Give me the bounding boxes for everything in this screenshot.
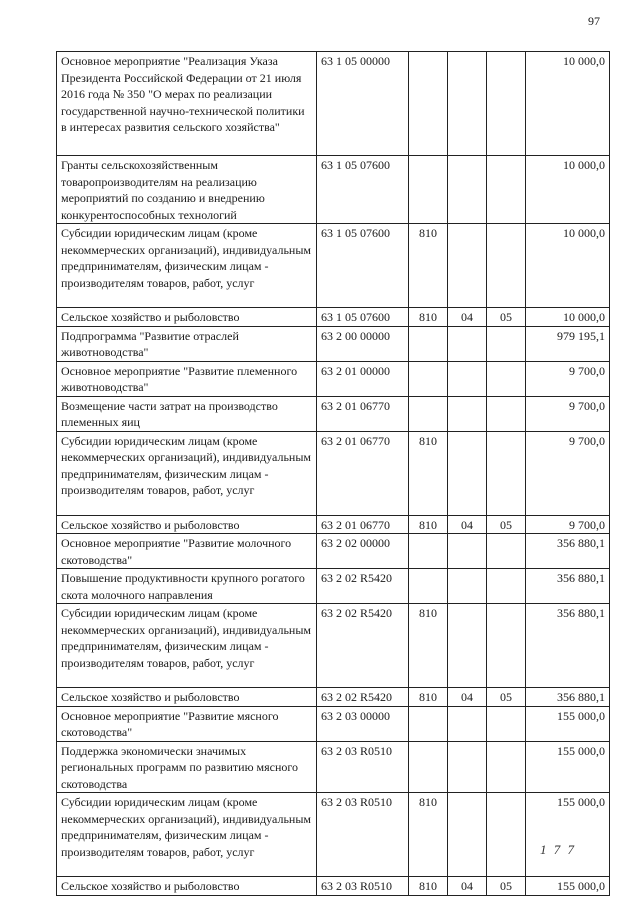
row-name-cell: Основное мероприятие "Реализация Указа Президента Российской Федерации от 21 июля 2016 года № 350 "О мерах по реализации государственной научно-технической политики в интересах развития сельского хозяйства" [57, 52, 317, 156]
row-expense-type-cell [409, 396, 448, 431]
handwritten-mark: 1 7 7 [540, 842, 576, 857]
row-code-cell: 63 2 02 R5420 [317, 604, 409, 688]
row-amount-cell: 155 000,0 [526, 877, 610, 896]
row-expense-type-cell [409, 706, 448, 741]
page-number: 97 [588, 14, 600, 28]
row-expense-type-cell: 810 [409, 224, 448, 308]
table-row [57, 431, 610, 515]
table-row [57, 534, 610, 569]
row-expense-type-cell [409, 156, 448, 224]
row-subsection-cell [487, 431, 526, 515]
row-amount-cell: 10 000,0 [526, 308, 610, 327]
table-row [57, 308, 610, 327]
row-expense-type-cell [409, 534, 448, 569]
row-amount-cell: 9 700,0 [526, 515, 610, 534]
row-name-cell: Возмещение части затрат на производство племенных яиц [57, 396, 317, 431]
row-subsection-cell [487, 396, 526, 431]
row-name-cell: Субсидии юридическим лицам (кроме некоммерческих организаций), индивидуальным предпринимателям, физическим лицам - производителям товаров, работ, услуг [57, 431, 317, 515]
row-name-cell: Субсидии юридическим лицам (кроме некоммерческих организаций), индивидуальным предпринимателям, физическим лицам - производителям товаров, работ, услуг [57, 604, 317, 688]
row-subsection-cell [487, 361, 526, 396]
table-row [57, 793, 610, 877]
row-subsection-cell: 05 [487, 877, 526, 896]
row-expense-type-cell [409, 326, 448, 361]
row-name-cell: Основное мероприятие "Развитие мясного скотоводства" [57, 706, 317, 741]
row-expense-type-cell: 810 [409, 793, 448, 877]
row-amount-cell: 9 700,0 [526, 396, 610, 431]
row-code-cell: 63 2 00 00000 [317, 326, 409, 361]
row-expense-type-cell [409, 52, 448, 156]
row-subsection-cell [487, 534, 526, 569]
row-amount-cell: 356 880,1 [526, 534, 610, 569]
row-amount-cell: 155 000,0 [526, 793, 610, 877]
table-row [57, 156, 610, 224]
row-expense-type-cell [409, 741, 448, 793]
table-row [57, 706, 610, 741]
row-section-cell [448, 604, 487, 688]
row-section-cell [448, 396, 487, 431]
row-amount-cell: 155 000,0 [526, 706, 610, 741]
row-subsection-cell: 05 [487, 688, 526, 707]
row-name-cell: Основное мероприятие "Развитие молочного скотоводства" [57, 534, 317, 569]
row-name-cell: Повышение продуктивности крупного рогатого скота молочного направления [57, 569, 317, 604]
row-section-cell [448, 534, 487, 569]
row-code-cell: 63 1 05 07600 [317, 308, 409, 327]
table-row [57, 604, 610, 688]
table-row [57, 396, 610, 431]
row-code-cell: 63 2 02 00000 [317, 534, 409, 569]
table-row [57, 741, 610, 793]
row-amount-cell: 356 880,1 [526, 569, 610, 604]
row-expense-type-cell: 810 [409, 308, 448, 327]
row-amount-cell: 10 000,0 [526, 52, 610, 156]
row-expense-type-cell [409, 361, 448, 396]
row-subsection-cell [487, 224, 526, 308]
table-row [57, 877, 610, 896]
row-section-cell: 04 [448, 515, 487, 534]
row-code-cell: 63 2 02 R5420 [317, 569, 409, 604]
row-section-cell [448, 793, 487, 877]
row-amount-cell: 10 000,0 [526, 156, 610, 224]
row-name-cell: Сельское хозяйство и рыболовство [57, 877, 317, 896]
row-code-cell: 63 2 01 06770 [317, 515, 409, 534]
row-code-cell: 63 1 05 07600 [317, 156, 409, 224]
row-code-cell: 63 2 01 06770 [317, 431, 409, 515]
row-name-cell: Сельское хозяйство и рыболовство [57, 515, 317, 534]
row-name-cell: Подпрограмма "Развитие отраслей животноводства" [57, 326, 317, 361]
row-subsection-cell: 05 [487, 515, 526, 534]
row-name-cell: Субсидии юридическим лицам (кроме некоммерческих организаций), индивидуальным предпринимателям, физическим лицам - производителям товаров, работ, услуг [57, 224, 317, 308]
row-subsection-cell [487, 569, 526, 604]
row-name-cell: Гранты сельскохозяйственным товаропроизводителям на реализацию мероприятий по созданию и внедрению конкурентоспособных технологий [57, 156, 317, 224]
table-row [57, 224, 610, 308]
row-amount-cell: 9 700,0 [526, 431, 610, 515]
row-expense-type-cell: 810 [409, 604, 448, 688]
row-expense-type-cell: 810 [409, 688, 448, 707]
row-amount-cell: 356 880,1 [526, 688, 610, 707]
row-amount-cell: 10 000,0 [526, 224, 610, 308]
table-row [57, 361, 610, 396]
row-name-cell: Основное мероприятие "Развитие племенного животноводства" [57, 361, 317, 396]
row-subsection-cell [487, 52, 526, 156]
row-section-cell [448, 431, 487, 515]
row-amount-cell: 979 195,1 [526, 326, 610, 361]
row-code-cell: 63 2 03 R0510 [317, 741, 409, 793]
budget-table [56, 51, 610, 896]
row-subsection-cell [487, 706, 526, 741]
table-row [57, 688, 610, 707]
row-name-cell: Субсидии юридическим лицам (кроме некоммерческих организаций), индивидуальным предпринимателям, физическим лицам - производителям товаров, работ, услуг [57, 793, 317, 877]
row-amount-cell: 155 000,0 [526, 741, 610, 793]
row-expense-type-cell [409, 569, 448, 604]
row-code-cell: 63 2 03 R0510 [317, 877, 409, 896]
row-section-cell [448, 741, 487, 793]
row-expense-type-cell: 810 [409, 431, 448, 515]
row-name-cell: Поддержка экономически значимых региональных программ по развитию мясного скотоводства [57, 741, 317, 793]
table-row [57, 569, 610, 604]
row-code-cell: 63 1 05 00000 [317, 52, 409, 156]
row-section-cell: 04 [448, 308, 487, 327]
row-section-cell [448, 224, 487, 308]
row-section-cell [448, 706, 487, 741]
row-expense-type-cell: 810 [409, 877, 448, 896]
row-section-cell [448, 326, 487, 361]
row-section-cell [448, 569, 487, 604]
table-row [57, 52, 610, 156]
row-subsection-cell [487, 326, 526, 361]
row-subsection-cell: 05 [487, 308, 526, 327]
table-row [57, 515, 610, 534]
row-amount-cell: 9 700,0 [526, 361, 610, 396]
row-section-cell: 04 [448, 688, 487, 707]
row-amount-cell: 356 880,1 [526, 604, 610, 688]
row-name-cell: Сельское хозяйство и рыболовство [57, 688, 317, 707]
row-section-cell [448, 156, 487, 224]
row-expense-type-cell: 810 [409, 515, 448, 534]
row-code-cell: 63 1 05 07600 [317, 224, 409, 308]
row-code-cell: 63 2 03 00000 [317, 706, 409, 741]
row-section-cell: 04 [448, 877, 487, 896]
table-row [57, 326, 610, 361]
row-section-cell [448, 361, 487, 396]
row-section-cell [448, 52, 487, 156]
row-code-cell: 63 2 01 00000 [317, 361, 409, 396]
budget-table-body [57, 52, 610, 896]
row-subsection-cell [487, 156, 526, 224]
row-code-cell: 63 2 02 R5420 [317, 688, 409, 707]
row-code-cell: 63 2 01 06770 [317, 396, 409, 431]
row-subsection-cell [487, 793, 526, 877]
row-subsection-cell [487, 604, 526, 688]
row-name-cell: Сельское хозяйство и рыболовство [57, 308, 317, 327]
row-code-cell: 63 2 03 R0510 [317, 793, 409, 877]
row-subsection-cell [487, 741, 526, 793]
